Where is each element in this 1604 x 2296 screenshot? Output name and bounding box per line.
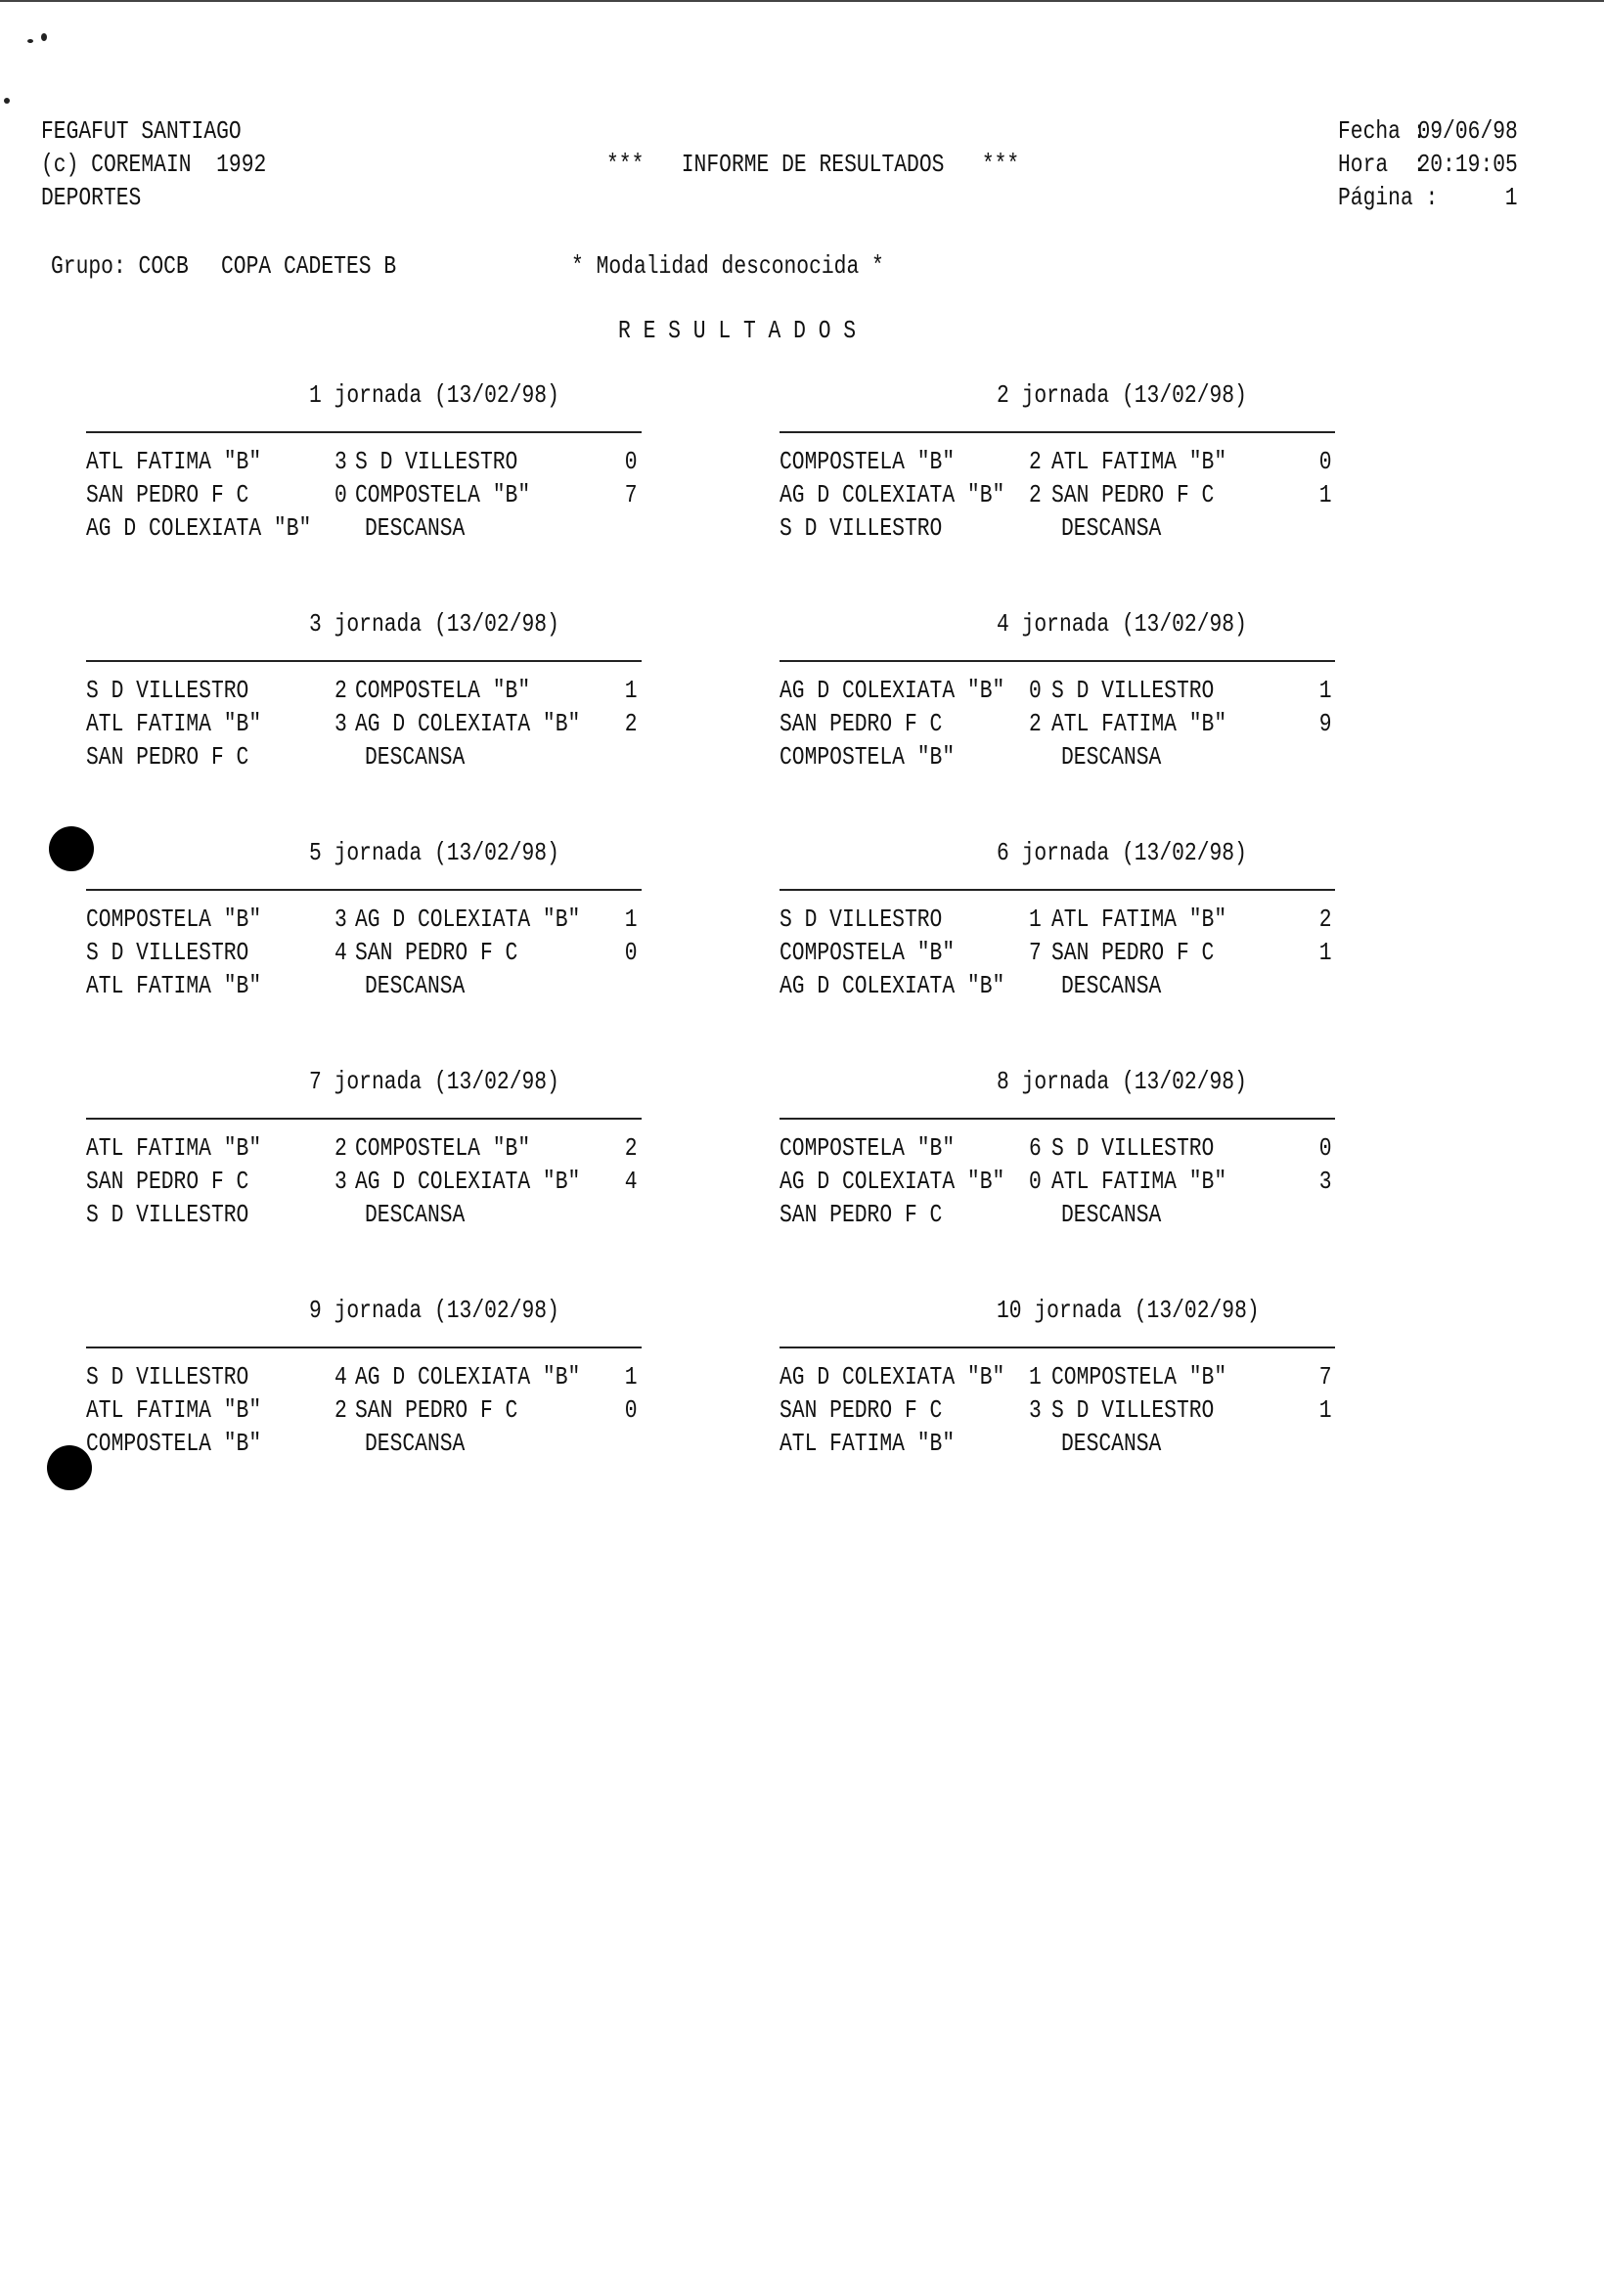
- away-team: AG D COLEXIATA "B": [355, 905, 581, 934]
- org-name: FEGAFUT SANTIAGO: [41, 116, 242, 146]
- home-score: 3: [334, 709, 347, 738]
- jornada-rule: [780, 1347, 1335, 1348]
- home-team: SAN PEDRO F C: [780, 1395, 943, 1425]
- home-score: 2: [1029, 480, 1042, 509]
- home-score: 3: [334, 905, 347, 934]
- descansa-label: DESCANSA: [365, 1429, 466, 1458]
- away-team: ATL FATIMA "B": [1051, 905, 1227, 934]
- away-score: 1: [1319, 1395, 1332, 1425]
- away-team: S D VILLESTRO: [1051, 676, 1215, 705]
- away-team: S D VILLESTRO: [355, 447, 518, 476]
- home-score: 2: [334, 1395, 347, 1425]
- jornada-title: 7 jornada (13/02/98): [309, 1067, 559, 1096]
- jornada-title: 6 jornada (13/02/98): [997, 838, 1247, 867]
- away-team: SAN PEDRO F C: [355, 938, 518, 967]
- punch-hole: [47, 1445, 92, 1490]
- away-score: 0: [625, 938, 638, 967]
- home-score: 1: [1029, 905, 1042, 934]
- home-team: S D VILLESTRO: [780, 905, 943, 934]
- jornada-rule: [780, 660, 1335, 662]
- home-score: 2: [334, 1133, 347, 1163]
- away-team: COMPOSTELA "B": [355, 1133, 531, 1163]
- home-score: 7: [1029, 938, 1042, 967]
- modalidad: * Modalidad desconocida *: [571, 251, 884, 281]
- top-edge-line: [0, 0, 1604, 2]
- away-team: SAN PEDRO F C: [1051, 480, 1215, 509]
- descansa-label: DESCANSA: [1061, 1429, 1162, 1458]
- home-team: SAN PEDRO F C: [86, 480, 249, 509]
- jornada-title: 9 jornada (13/02/98): [309, 1296, 559, 1325]
- home-team: S D VILLESTRO: [86, 938, 249, 967]
- home-score: 0: [334, 480, 347, 509]
- away-team: ATL FATIMA "B": [1051, 1167, 1227, 1196]
- jornada-rule: [86, 431, 642, 433]
- home-score: 2: [334, 676, 347, 705]
- group-code: Grupo: COCB: [51, 251, 189, 281]
- away-score: 7: [625, 480, 638, 509]
- away-score: 2: [625, 1133, 638, 1163]
- jornada-title: 5 jornada (13/02/98): [309, 838, 559, 867]
- fecha-value: 09/06/98: [1417, 116, 1518, 146]
- away-team: ATL FATIMA "B": [1051, 709, 1227, 738]
- home-team: ATL FATIMA "B": [86, 1395, 262, 1425]
- home-team: COMPOSTELA "B": [780, 447, 956, 476]
- away-team: COMPOSTELA "B": [355, 676, 531, 705]
- jornada-rule: [780, 431, 1335, 433]
- jornada-title: 2 jornada (13/02/98): [997, 380, 1247, 410]
- away-team: ATL FATIMA "B": [1051, 447, 1227, 476]
- descansa-label: DESCANSA: [1061, 1200, 1162, 1229]
- descansa-label: DESCANSA: [365, 742, 466, 772]
- home-team: COMPOSTELA "B": [780, 742, 956, 772]
- away-score: 2: [625, 709, 638, 738]
- jornada-title: 8 jornada (13/02/98): [997, 1067, 1247, 1096]
- away-team: SAN PEDRO F C: [1051, 938, 1215, 967]
- descansa-label: DESCANSA: [365, 971, 466, 1000]
- away-score: 0: [625, 1395, 638, 1425]
- away-score: 0: [1319, 447, 1332, 476]
- home-team: ATL FATIMA "B": [86, 971, 262, 1000]
- home-team: ATL FATIMA "B": [86, 447, 262, 476]
- jornada-rule: [86, 660, 642, 662]
- home-score: 0: [1029, 1167, 1042, 1196]
- jornada-rule: [86, 889, 642, 891]
- hora-label: Hora :: [1338, 150, 1426, 179]
- home-team: S D VILLESTRO: [86, 1200, 249, 1229]
- away-score: 1: [1319, 676, 1332, 705]
- department: DEPORTES: [41, 183, 142, 212]
- away-team: S D VILLESTRO: [1051, 1133, 1215, 1163]
- home-team: COMPOSTELA "B": [86, 905, 262, 934]
- home-score: 6: [1029, 1133, 1042, 1163]
- report-title: *** INFORME DE RESULTADOS ***: [606, 150, 1020, 179]
- home-team: SAN PEDRO F C: [780, 1200, 943, 1229]
- group-name: COPA CADETES B: [221, 251, 397, 281]
- away-score: 4: [625, 1167, 638, 1196]
- away-team: AG D COLEXIATA "B": [355, 1362, 581, 1391]
- away-score: 9: [1319, 709, 1332, 738]
- home-team: COMPOSTELA "B": [86, 1429, 262, 1458]
- home-team: S D VILLESTRO: [780, 513, 943, 543]
- punch-hole: [49, 826, 94, 871]
- home-score: 2: [1029, 447, 1042, 476]
- home-score: 4: [334, 1362, 347, 1391]
- away-score: 1: [1319, 480, 1332, 509]
- away-team: COMPOSTELA "B": [355, 480, 531, 509]
- jornada-title: 10 jornada (13/02/98): [997, 1296, 1260, 1325]
- hora-value: 20:19:05: [1417, 150, 1518, 179]
- home-team: AG D COLEXIATA "B": [780, 676, 1005, 705]
- home-score: 3: [334, 1167, 347, 1196]
- away-team: COMPOSTELA "B": [1051, 1362, 1227, 1391]
- away-score: 1: [1319, 938, 1332, 967]
- descansa-label: DESCANSA: [1061, 513, 1162, 543]
- home-score: 3: [334, 447, 347, 476]
- scan-speck: [4, 98, 10, 104]
- fecha-label: Fecha :: [1338, 116, 1426, 146]
- home-score: 4: [334, 938, 347, 967]
- jornada-rule: [780, 889, 1335, 891]
- section-title: R E S U L T A D O S: [618, 316, 857, 345]
- home-team: ATL FATIMA "B": [780, 1429, 956, 1458]
- away-score: 1: [625, 1362, 638, 1391]
- descansa-label: DESCANSA: [1061, 971, 1162, 1000]
- descansa-label: DESCANSA: [1061, 742, 1162, 772]
- pagina-value: 1: [1505, 183, 1518, 212]
- away-team: AG D COLEXIATA "B": [355, 1167, 581, 1196]
- home-team: AG D COLEXIATA "B": [86, 513, 312, 543]
- jornada-rule: [86, 1347, 642, 1348]
- home-team: SAN PEDRO F C: [86, 1167, 249, 1196]
- home-team: ATL FATIMA "B": [86, 709, 262, 738]
- home-team: AG D COLEXIATA "B": [780, 480, 1005, 509]
- home-team: AG D COLEXIATA "B": [780, 1362, 1005, 1391]
- home-team: SAN PEDRO F C: [780, 709, 943, 738]
- jornada-title: 3 jornada (13/02/98): [309, 609, 559, 639]
- home-team: S D VILLESTRO: [86, 676, 249, 705]
- home-team: SAN PEDRO F C: [86, 742, 249, 772]
- away-score: 1: [625, 905, 638, 934]
- away-team: AG D COLEXIATA "B": [355, 709, 581, 738]
- home-score: 0: [1029, 676, 1042, 705]
- away-score: 1: [625, 676, 638, 705]
- home-score: 3: [1029, 1395, 1042, 1425]
- away-score: 0: [625, 447, 638, 476]
- home-score: 1: [1029, 1362, 1042, 1391]
- away-team: SAN PEDRO F C: [355, 1395, 518, 1425]
- away-score: 3: [1319, 1167, 1332, 1196]
- away-score: 2: [1319, 905, 1332, 934]
- home-team: AG D COLEXIATA "B": [780, 1167, 1005, 1196]
- jornada-rule: [780, 1118, 1335, 1120]
- scan-speck: [27, 39, 33, 43]
- home-team: COMPOSTELA "B": [780, 938, 956, 967]
- home-score: 2: [1029, 709, 1042, 738]
- scan-speck: [41, 33, 47, 41]
- jornada-title: 1 jornada (13/02/98): [309, 380, 559, 410]
- away-score: 0: [1319, 1133, 1332, 1163]
- jornada-rule: [86, 1118, 642, 1120]
- home-team: S D VILLESTRO: [86, 1362, 249, 1391]
- away-score: 7: [1319, 1362, 1332, 1391]
- pagina-label: Página :: [1338, 183, 1439, 212]
- copyright-line: (c) COREMAIN 1992: [41, 150, 267, 179]
- jornada-title: 4 jornada (13/02/98): [997, 609, 1247, 639]
- home-team: AG D COLEXIATA "B": [780, 971, 1005, 1000]
- descansa-label: DESCANSA: [365, 513, 466, 543]
- away-team: S D VILLESTRO: [1051, 1395, 1215, 1425]
- home-team: COMPOSTELA "B": [780, 1133, 956, 1163]
- home-team: ATL FATIMA "B": [86, 1133, 262, 1163]
- descansa-label: DESCANSA: [365, 1200, 466, 1229]
